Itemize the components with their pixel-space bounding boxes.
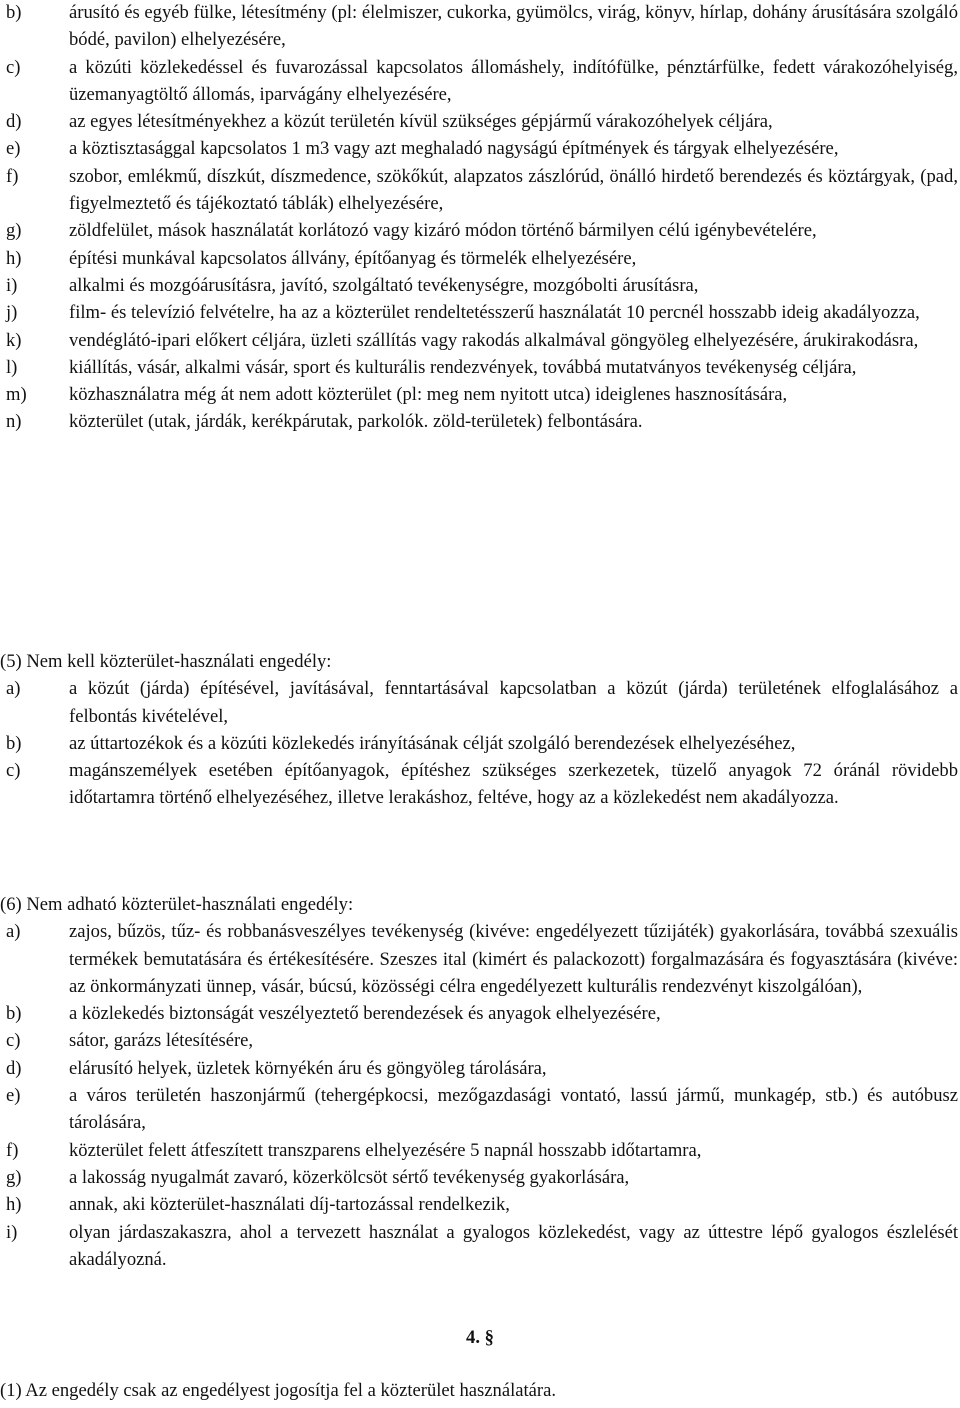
section-5 [0, 648, 960, 812]
item-label: b) [6, 1003, 22, 1025]
item-label: c) [6, 56, 21, 78]
final-paragraph: (1) Az engedély csak az engedélyest jogosítja fel a közterület használatára. [0, 1380, 557, 1401]
list-item-l [0, 354, 960, 381]
item-text: zajos, bűzös, tűz- és robbanásveszélyes tevékenység (kivéve: engedélyezett tűzijáték) gyakorlására, továbbá szexuális termékek bemutatására és értékesítésére. Szeszes ital (kimért és palackozott) forgalmazására és fogyasztására (kivéve: az önkormányzati ünnep, vásár, búcsú, közösségi célra engedélyezett kulturális rendezvényt kiszolgálóan), [69, 921, 958, 997]
item-label: c) [6, 760, 21, 782]
section-6-item-i [0, 1219, 960, 1274]
section-5-item-c [0, 757, 960, 812]
list-item-b [0, 0, 960, 54]
item-label: a) [6, 921, 21, 943]
section-6-item-a [0, 918, 960, 1000]
list-item-n [0, 408, 960, 435]
section-6-item-e [0, 1082, 960, 1137]
list-item-h [0, 245, 960, 272]
section-5-item-a [0, 675, 960, 730]
item-text: közterület (utak, járdák, kerékpárutak, parkolók. zöld-területek) felbontására. [69, 411, 643, 433]
item-label: b) [6, 2, 22, 23]
list-item-m [0, 381, 960, 408]
item-text: vendéglátó-ipari előkert céljára, üzleti szállítás vagy rakodás alkalmával göngyöleg elhelyezésére, árukirakodásra, [69, 329, 919, 351]
item-text: zöldfelület, mások használatát korlátozó vagy kizáró módon történő bármilyen célú igénybevételére, [69, 220, 817, 242]
item-label: c) [6, 1030, 21, 1052]
section-6 [0, 891, 960, 1273]
item-label: a) [6, 678, 21, 700]
list-item-f [0, 163, 960, 218]
section-6-item-g [0, 1164, 960, 1191]
item-text: olyan járdaszakaszra, ahol a tervezett használat a gyalogos közlekedést, vagy az úttestre lépő gyalogos észlelését akadályozná. [69, 1221, 958, 1270]
item-text: a köztisztasággal kapcsolatos 1 m3 vagy azt meghaladó nagyságú építmények és tárgyak elhelyezésére, [69, 138, 839, 160]
item-text: film- és televízió felvételre, ha az a közterület rendeltetésszerű használatát 10 percnél hosszabb ideig akadályozza, [69, 302, 920, 324]
item-text: kiállítás, vásár, alkalmi vásár, sport és kulturális rendezvények, továbbá mutatványos tevékenység céljára, [69, 356, 857, 378]
item-text: elárusító helyek, üzletek környékén áru és göngyöleg tárolására, [69, 1057, 547, 1079]
item-label: d) [6, 1057, 22, 1079]
item-label: k) [6, 329, 22, 351]
item-text: szobor, emlékmű, díszkút, díszmedence, szökőkút, alapzatos zászlórúd, önálló hirdető berendezés és köztárgyak, (pad, figyelmeztető és tájékoztató táblák) elhelyezésére, [69, 165, 958, 215]
item-label: i) [6, 1221, 18, 1243]
item-text: magánszemélyek esetében építőanyagok, építéshez szükséges szerkezetek, tüzelő anyagok 72 óránál rövidebb időtartamra történő elhelyezéséhez, illetve lerakáshoz, feltéve, hogy az a közlekedést nem akadályozza. [69, 760, 958, 809]
list-item-k [0, 327, 960, 354]
list-item-e [0, 135, 960, 162]
list-item-c [0, 54, 960, 109]
item-text: árusító és egyéb fülke, létesítmény (pl: élelmiszer, cukorka, gyümölcs, virág, könyv, hírlap, dohány árusítására szolgáló bódé, pavilon) elhelyezésére, [69, 2, 958, 51]
item-label: b) [6, 732, 22, 754]
item-label: m) [6, 384, 27, 406]
section-6-item-f [0, 1137, 960, 1164]
section-6-heading: (6) Nem adható közterület-használati engedély: [0, 894, 354, 915]
item-text: az egyes létesítményekhez a közút területén kívül szükséges gépjármű várakozóhelyek céljára, [69, 111, 773, 133]
item-label: e) [6, 138, 21, 160]
item-label: n) [6, 411, 22, 433]
list-continuation [0, 0, 960, 436]
item-text: a közlekedés biztonságát veszélyeztető berendezések és anyagok elhelyezésére, [69, 1003, 661, 1025]
list-item-i [0, 272, 960, 299]
item-label: i) [6, 274, 18, 296]
item-label: h) [6, 1194, 22, 1216]
section-6-item-c [0, 1027, 960, 1054]
list-item-g [0, 217, 960, 244]
section-6-item-d [0, 1055, 960, 1082]
item-label: g) [6, 220, 22, 242]
section-5-heading: (5) Nem kell közterület-használati engedély: [0, 651, 332, 672]
item-label: f) [6, 165, 19, 187]
item-text: a közúti közlekedéssel és fuvarozással kapcsolatos állomáshely, indítófülke, pénztárfülke, fedett várakozóhelyiség, üzemanyagtöltő állomás, iparvágány elhelyezésére, [69, 56, 958, 105]
item-text: alkalmi és mozgóárusításra, javító, szolgáltató tevékenységre, mozgóbolti árusításra, [69, 274, 699, 296]
item-text: a város területén haszonjármű (tehergépkocsi, mezőgazdasági vontató, lassú jármű, munkagép, stb.) és autóbusz tárolására, [69, 1085, 958, 1134]
section-number: 4. § [466, 1327, 494, 1348]
item-label: j) [6, 302, 18, 324]
item-label: d) [6, 111, 22, 133]
list-item-j [0, 299, 960, 326]
list-item-d [0, 108, 960, 135]
item-text: közhasználatra még át nem adott közterület (pl: meg nem nyitott utca) ideiglenes hasznosítására, [69, 384, 788, 406]
item-text: a lakosság nyugalmát zavaró, közerkölcsöt sértő tevékenység gyakorlására, [69, 1166, 630, 1188]
item-label: g) [6, 1166, 22, 1188]
section-5-item-b [0, 730, 960, 757]
item-label: l) [6, 356, 18, 378]
item-text: építési munkával kapcsolatos állvány, építőanyag és törmelék elhelyezésére, [69, 247, 637, 269]
item-label: h) [6, 247, 22, 269]
item-text: közterület felett átfeszített transzparens elhelyezésére 5 napnál hosszabb időtartamra, [69, 1139, 702, 1161]
item-text: a közút (járda) építésével, javításával, fenntartásával kapcsolatban a közút (járda) területének elfoglalásához a felbontás kivételével, [69, 678, 958, 727]
item-text: annak, aki közterület-használati díj-tartozással rendelkezik, [69, 1194, 510, 1216]
item-text: az úttartozékok és a közúti közlekedés irányításának célját szolgáló berendezések elhelyezéséhez, [69, 732, 796, 754]
section-6-item-h [0, 1191, 960, 1218]
item-label: e) [6, 1085, 21, 1107]
section-6-item-b [0, 1000, 960, 1027]
item-label: f) [6, 1139, 19, 1161]
item-text: sátor, garázs létesítésére, [69, 1030, 254, 1052]
